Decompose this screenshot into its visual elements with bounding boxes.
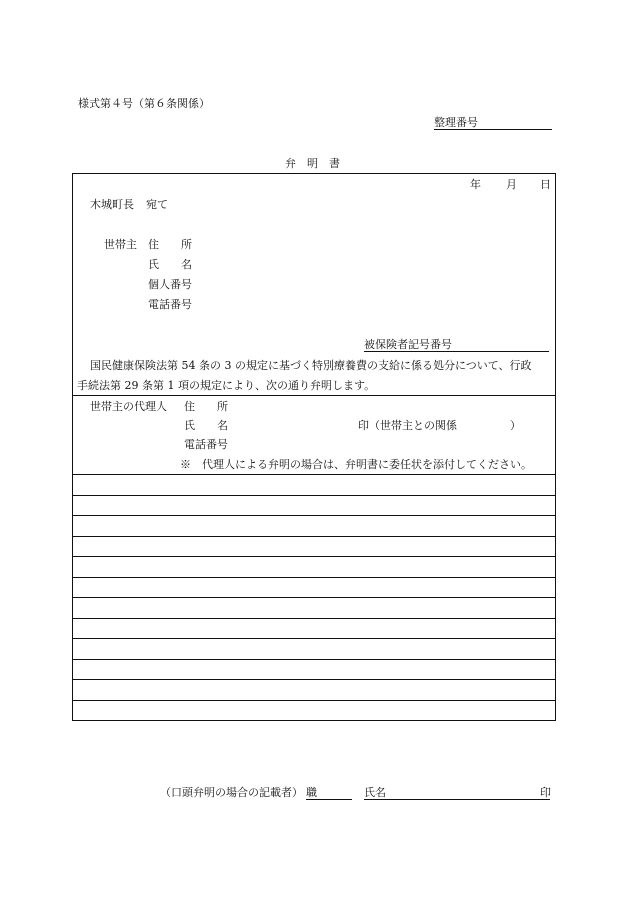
statement-line-2: 手続法第 29 条第 1 項の規定により、次の通り弁明します。 bbox=[77, 379, 376, 392]
agent-name-label: 氏 名 bbox=[184, 419, 228, 432]
writing-line[interactable] bbox=[72, 515, 556, 516]
writing-line[interactable] bbox=[72, 618, 556, 619]
writer-name-label: 氏名 bbox=[364, 786, 386, 799]
writing-line[interactable] bbox=[72, 474, 556, 475]
writing-line[interactable] bbox=[72, 597, 556, 598]
householder-name-label: 氏 名 bbox=[148, 258, 192, 271]
writing-line[interactable] bbox=[72, 577, 556, 578]
householder-phone-label: 電話番号 bbox=[148, 298, 192, 311]
writing-line[interactable] bbox=[72, 659, 556, 660]
oral-statement-label: （口頭弁明の場合の記載者） bbox=[160, 786, 303, 799]
insured-number-field[interactable] bbox=[364, 351, 549, 352]
addressee-suffix: 宛て bbox=[146, 198, 168, 211]
writing-line[interactable] bbox=[72, 495, 556, 496]
agent-seal-relation-label: 印（世帯主との関係 bbox=[358, 419, 457, 432]
reference-number-label: 整理番号 bbox=[434, 116, 478, 129]
agent-phone-label: 電話番号 bbox=[184, 438, 228, 451]
writing-line[interactable] bbox=[72, 638, 556, 639]
form-number: 様式第４号（第６条関係） bbox=[78, 97, 210, 110]
reference-number-field[interactable] bbox=[434, 129, 552, 130]
householder-address-label: 住 所 bbox=[148, 238, 192, 251]
date-month-label: 月 bbox=[506, 178, 517, 191]
date-year-label: 年 bbox=[470, 178, 481, 191]
addressee-name: 木城町長 bbox=[90, 198, 134, 211]
seal-label: 印 bbox=[540, 786, 551, 799]
householder-role-label: 世帯主 bbox=[104, 238, 137, 251]
agent-note: ※ 代理人による弁明の場合は、弁明書に委任状を添付してください。 bbox=[180, 458, 532, 471]
agent-seal-relation-close: ） bbox=[510, 419, 521, 432]
document-title: 弁 明 書 bbox=[285, 157, 340, 170]
statement-line-1: 国民健康保険法第 54 条の 3 の規定に基づく特別療養費の支給に係る処分について、行政 bbox=[90, 359, 532, 372]
writing-line[interactable] bbox=[72, 700, 556, 701]
writing-line[interactable] bbox=[72, 556, 556, 557]
date-day-label: 日 bbox=[540, 178, 551, 191]
writing-line[interactable] bbox=[72, 679, 556, 680]
agent-address-label: 住 所 bbox=[184, 400, 228, 413]
agent-role-label: 世帯主の代理人 bbox=[90, 400, 167, 413]
writing-line[interactable] bbox=[72, 536, 556, 537]
writer-name-field[interactable] bbox=[364, 799, 550, 800]
position-field[interactable] bbox=[306, 799, 352, 800]
section-divider bbox=[72, 395, 556, 396]
position-label: 職 bbox=[306, 786, 317, 799]
householder-personal-number-label: 個人番号 bbox=[148, 278, 192, 291]
insured-number-label: 被保険者記号番号 bbox=[364, 338, 452, 351]
